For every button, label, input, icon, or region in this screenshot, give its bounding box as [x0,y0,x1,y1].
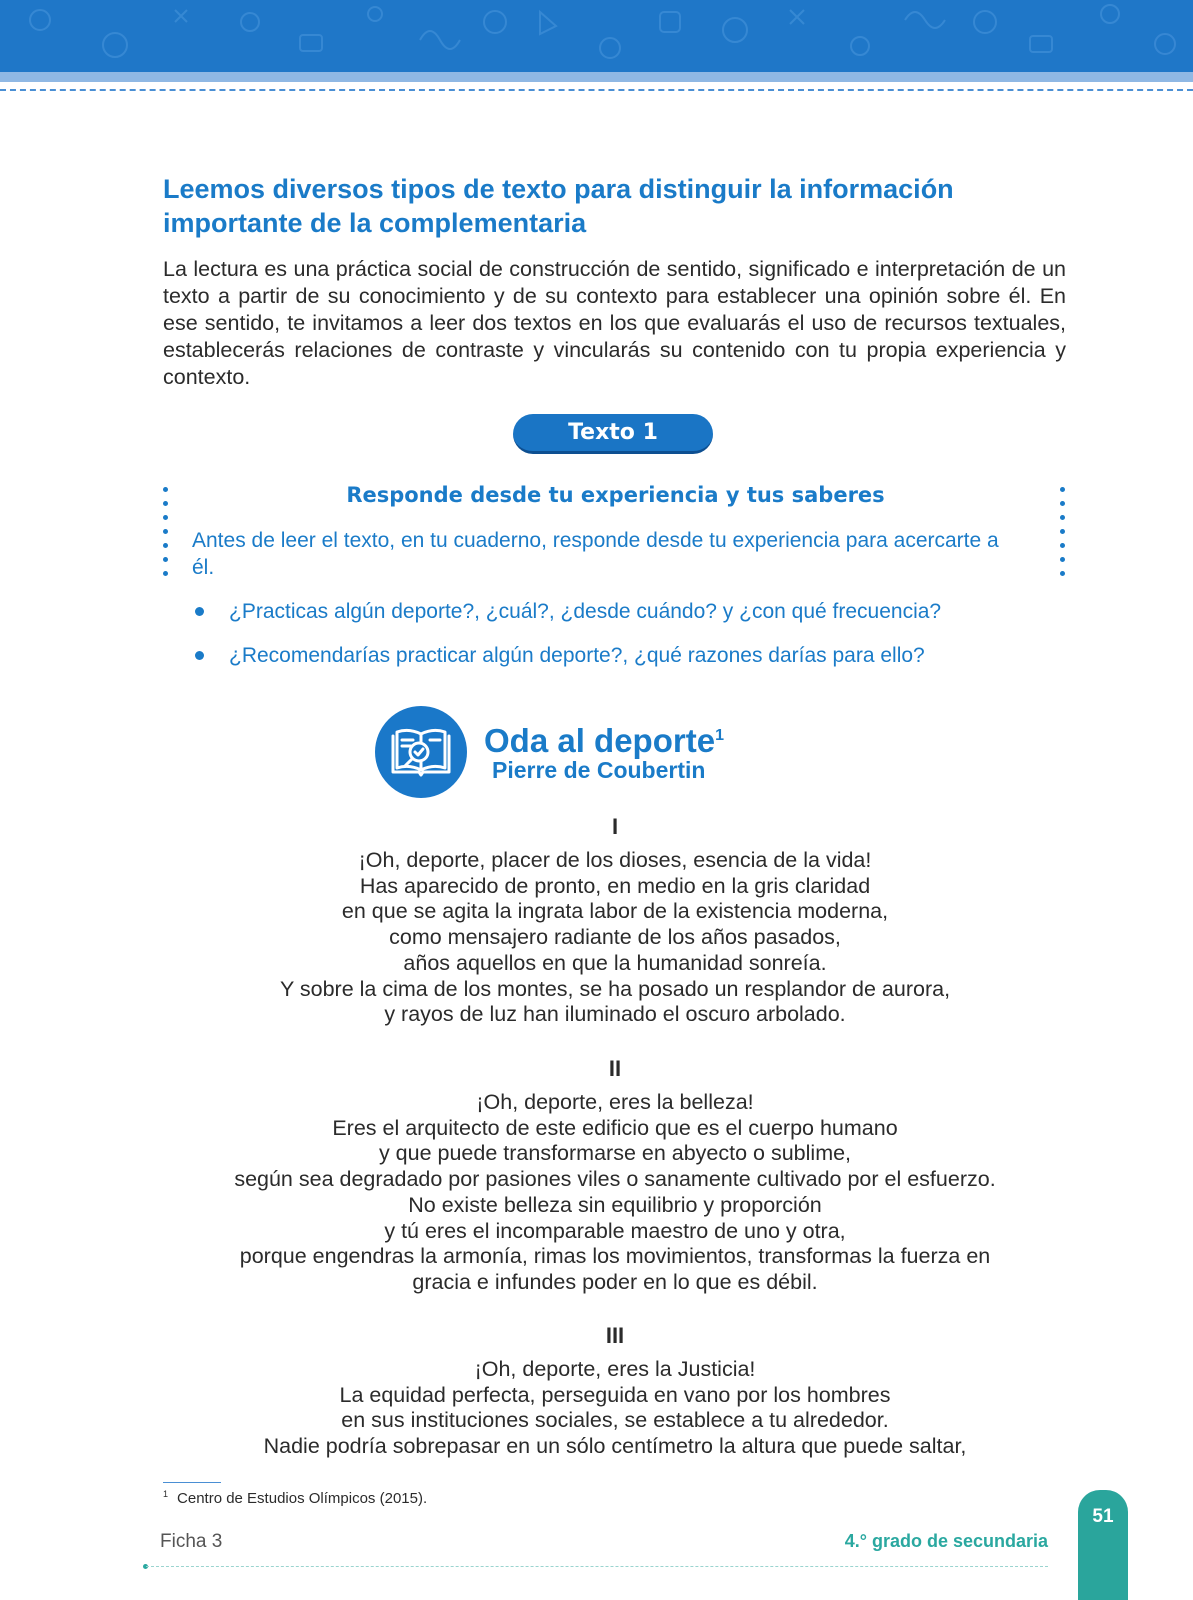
doodle-pattern [0,0,1193,72]
respond-instruction: Antes de leer el texto, en tu cuaderno, responde desde tu experiencia para acercarte a él. [192,529,999,579]
verse-line: como mensajero radiante de los años pasados, [389,925,841,950]
footnote [163,1489,427,1507]
footnote-number: 1 [163,1489,169,1499]
header-stripe [0,72,1193,82]
verse-line: y tú eres el incomparable maestro de uno y otra, [384,1218,846,1243]
intro-paragraph: La lectura es una práctica social de construcción de sentido, significado e interpretación de un texto a partir de su conocimiento y de su contexto para establecer una opinión sobre él. En ese sentido, te invitamos a leer dos textos en los que evaluarás el uso de recursos textuales, establecerás relaciones de contraste y vincularás su contenido con tu propia experiencia y contexto. [163,257,1066,389]
verse-line: según sea degradado por pasiones viles o sanamente cultivado por el esfuerzo. [234,1167,996,1192]
stanza-number: I [611,814,619,839]
footer-grade-label: 4.° grado de secundaria [844,1531,1048,1551]
verse-line: porque engendras la armonía, rimas los movimientos, transformas la fuerza en [239,1244,991,1269]
question-list [190,598,1070,686]
header-dashed-divider [0,89,1193,91]
footer-divider [146,1566,1048,1567]
text-label-pill: Texto 1 [513,414,713,454]
verse-line: gracia e infundes poder en lo que es débil. [412,1269,818,1294]
question-item: ¿Practicas algún deporte?, ¿cuál?, ¿desde cuándo? y ¿con qué frecuencia? [190,598,1070,626]
reading-book-icon [375,706,467,798]
verse-line: Nadie podría sobrepasar en un sólo centímetro la altura que puede saltar, [263,1434,967,1459]
footnote-rule [163,1482,221,1483]
verse-line: en sus instituciones sociales, se establece a tu alrededor. [341,1408,889,1433]
verse-line: en que se agita la ingrata labor de la existencia moderna, [341,899,889,924]
verse-line: ¡Oh, deporte, placer de los dioses, esencia de la vida! [358,848,872,872]
verse-line: años aquellos en que la humanidad sonreía. [403,950,827,975]
page-number: 51 [1092,1506,1114,1527]
stanza-2 [160,1056,1070,1296]
verse-line: Has aparecido de pronto, en medio en la gris claridad [359,873,871,898]
stanza-1 [160,814,1070,1028]
stanza-number: III [605,1323,625,1348]
verse-line: ¡Oh, deporte, eres la Justicia! [474,1357,756,1381]
header-banner [0,0,1193,72]
stanza-number: II [608,1056,622,1081]
page-number-tab [1078,1490,1128,1600]
verse-line: No existe belleza sin equilibrio y proporción [408,1192,822,1217]
section-title: Leemos diversos tipos de texto para distinguir la información importante de la complementaria [163,174,954,238]
verse-line: y rayos de luz han iluminado el oscuro arbolado. [384,1002,846,1027]
verse-line: y que puede transformarse en abyecto o sublime, [378,1141,852,1166]
poem-title: Oda al deporte$^1$ [484,722,724,759]
footnote-marker: 1 [715,727,724,744]
verse-line: ¡Oh, deporte, eres la belleza! [476,1090,754,1114]
question-item: ¿Recomendarías practicar algún deporte?, ¿qué razones darías para ello? [190,642,1070,670]
verse-line: La equidad perfecta, perseguida en vano por los hombres [339,1382,891,1407]
footnote-text: Centro de Estudios Olímpicos (2015). [177,1490,428,1507]
stanza-3 [160,1323,1070,1460]
respond-heading: Responde desde tu experiencia y tus saberes [346,483,885,507]
poem-author: Pierre de Coubertin [492,757,706,783]
footer-worksheet-label: Ficha 3 [160,1531,223,1552]
verse-line: Eres el arquitecto de este edificio que es el cuerpo humano [332,1115,898,1140]
verse-line: Y sobre la cima de los montes, se ha posado un resplandor de aurora, [279,976,951,1001]
